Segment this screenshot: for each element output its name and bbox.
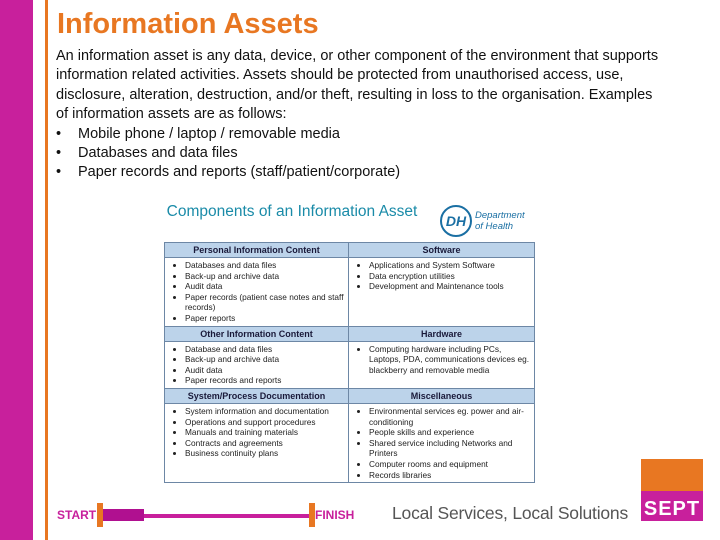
list-item: • Back-up and archive data bbox=[185, 354, 346, 365]
progress-start-cap bbox=[97, 503, 103, 527]
table-cell bbox=[165, 341, 349, 388]
list-item: • People skills and experience bbox=[369, 427, 532, 438]
table-section-header: Hardware bbox=[349, 326, 535, 341]
progress-fill bbox=[103, 509, 144, 521]
progress-start-label: START bbox=[57, 508, 97, 522]
table-cell bbox=[349, 341, 535, 388]
table-cell bbox=[349, 403, 535, 482]
progress-finish-label: FINISH bbox=[315, 508, 355, 522]
table-cell bbox=[165, 403, 349, 482]
list-item: • Computing hardware including PCs, Laptops, PDA, communications devices eg. blackberry and removable media bbox=[369, 344, 532, 376]
list-item: • Database and data files bbox=[185, 344, 346, 355]
bullet-text: Mobile phone / laptop / removable media bbox=[78, 125, 340, 142]
bullet-icon: • bbox=[56, 164, 62, 181]
table-header-row bbox=[165, 326, 535, 341]
list-item: • Development and Maintenance tools bbox=[369, 281, 532, 292]
left-accent-bar bbox=[0, 0, 33, 540]
table-section-header: Miscellaneous bbox=[349, 388, 535, 403]
table-section-header: Other Information Content bbox=[165, 326, 349, 341]
table-section-header: Personal Information Content bbox=[165, 243, 349, 258]
component-list bbox=[351, 406, 532, 480]
list-item: • Paper records and reports bbox=[185, 375, 346, 386]
figure-title: Components of an Information Asset bbox=[166, 203, 418, 220]
bullet-icon: • bbox=[56, 125, 62, 142]
component-list bbox=[167, 344, 346, 386]
dh-logo-icon: DH bbox=[440, 205, 472, 237]
sept-logo bbox=[641, 459, 703, 521]
table-cell bbox=[165, 258, 349, 327]
list-item: • Business continuity plans bbox=[185, 448, 346, 459]
list-item: • Computer rooms and equipment bbox=[369, 459, 532, 470]
bullet-text: Databases and data files bbox=[78, 145, 238, 162]
component-list bbox=[351, 260, 532, 292]
table-header-row bbox=[165, 243, 535, 258]
list-item: • Operations and support procedures bbox=[185, 417, 346, 428]
list-item: • Back-up and archive data bbox=[185, 271, 346, 282]
list-item: • Data encryption utilities bbox=[369, 271, 532, 282]
list-item: • Audit data bbox=[185, 365, 346, 376]
bullet-icon: • bbox=[56, 145, 62, 162]
progress-indicator bbox=[57, 503, 357, 527]
intro-paragraph: An information asset is any data, device, or other component of the environment that supports information related activities. Assets should be protected from unauthorised access, use, disclosure, alteration, destruction, and/or theft, resulting in loss to the organisation. Examples of information assets are as follows: bbox=[56, 48, 659, 123]
sept-logo-band bbox=[641, 459, 703, 491]
list-item: • Applications and System Software bbox=[369, 260, 532, 271]
dh-logo-text: Department of Health bbox=[475, 210, 525, 232]
list-item: • Databases and data files bbox=[185, 260, 346, 271]
footer-tagline: Local Services, Local Solutions bbox=[392, 503, 629, 523]
left-accent-line bbox=[45, 0, 48, 540]
list-item: • Shared service including Networks and Printers bbox=[369, 438, 532, 459]
component-list bbox=[351, 344, 532, 376]
list-item: • Paper records (patient case notes and staff records) bbox=[185, 292, 346, 313]
table-cell bbox=[349, 258, 535, 327]
component-list bbox=[167, 260, 346, 324]
table-section-header: Software bbox=[349, 243, 535, 258]
list-item: • System information and documentation bbox=[185, 406, 346, 417]
bullet-item bbox=[56, 125, 666, 144]
bullet-item bbox=[56, 144, 666, 163]
bullet-text: Paper records and reports (staff/patient/corporate) bbox=[78, 164, 401, 181]
table-header-row bbox=[165, 388, 535, 403]
bullet-item bbox=[56, 163, 666, 182]
components-figure bbox=[164, 199, 534, 487]
intro-text-block bbox=[56, 47, 666, 183]
list-item: • Paper reports bbox=[185, 313, 346, 324]
component-list bbox=[167, 406, 346, 459]
table-section-header: System/Process Documentation bbox=[165, 388, 349, 403]
slide-title: Information Assets bbox=[57, 8, 319, 40]
list-item: • Records libraries bbox=[369, 470, 532, 481]
list-item: • Environmental services eg. power and air-conditioning bbox=[369, 406, 532, 427]
table-row bbox=[165, 258, 535, 327]
list-item: • Contracts and agreements bbox=[185, 438, 346, 449]
list-item: • Manuals and training materials bbox=[185, 427, 346, 438]
department-of-health-logo bbox=[440, 205, 536, 239]
table-row bbox=[165, 341, 535, 388]
components-table bbox=[164, 242, 535, 483]
sept-logo-text: SEPT bbox=[643, 498, 701, 520]
list-item: • Audit data bbox=[185, 281, 346, 292]
table-row bbox=[165, 403, 535, 482]
